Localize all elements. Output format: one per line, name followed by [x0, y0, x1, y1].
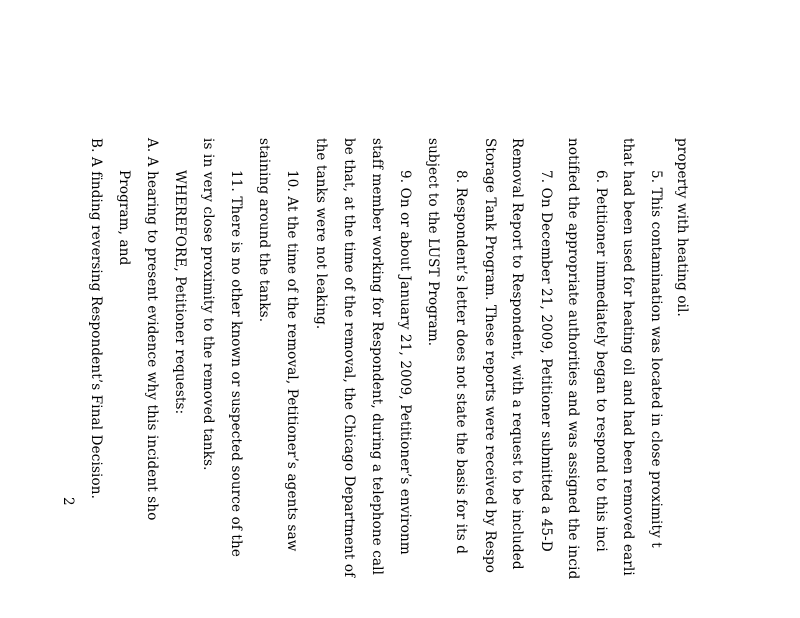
text-line: 8. Respondent’s letter does not state the basis for its d — [453, 170, 469, 555]
text-line: 11. There is no other known or suspected source of the — [228, 170, 244, 557]
text-line: B. A finding reversing Respondent’s Final Decision. — [88, 138, 104, 500]
text-line: is in very close proximity to the removed tanks. — [200, 138, 216, 471]
text-line: Storage Tank Program. These reports were received by Respo — [482, 138, 498, 574]
text-line: 7. On December 21, 2009, Petitioner submitted a 45-D — [538, 170, 554, 552]
text-line: WHEREFORE, Petitioner requests: — [172, 170, 188, 415]
text-line: staining around the tanks. — [256, 138, 272, 323]
text-line: Program, and — [116, 170, 132, 266]
text-line: A. A hearing to present evidence why this incident sho — [144, 138, 160, 521]
text-line: 6. Petitioner immediately began to respond to this inci — [593, 170, 609, 552]
text-line: be that, at the time of the removal, the Chicago Department of — [341, 138, 357, 578]
text-line: Removal Report to Respondent, with a request to be included — [509, 138, 525, 570]
text-line: 10. At the time of the removal, Petitioner’s agents saw — [284, 170, 300, 552]
text-line: that had been used for heating oil and had been removed earli — [620, 138, 636, 576]
text-line: the tanks were not leaking. — [313, 138, 329, 330]
text-line: property with heating oil. — [674, 138, 690, 317]
text-line: staff member working for Respondent, during a telephone call — [369, 138, 385, 576]
text-line: 5. This contamination was located in close proximity t — [648, 170, 664, 548]
text-line: notified the appropriate authorities and was assigned the incid — [565, 138, 581, 580]
page-number: 2 — [60, 497, 76, 506]
text-line: subject to the LUST Program. — [425, 138, 441, 347]
text-line: 9. On or about January 21, 2009, Petitioner’s environm — [397, 170, 413, 555]
